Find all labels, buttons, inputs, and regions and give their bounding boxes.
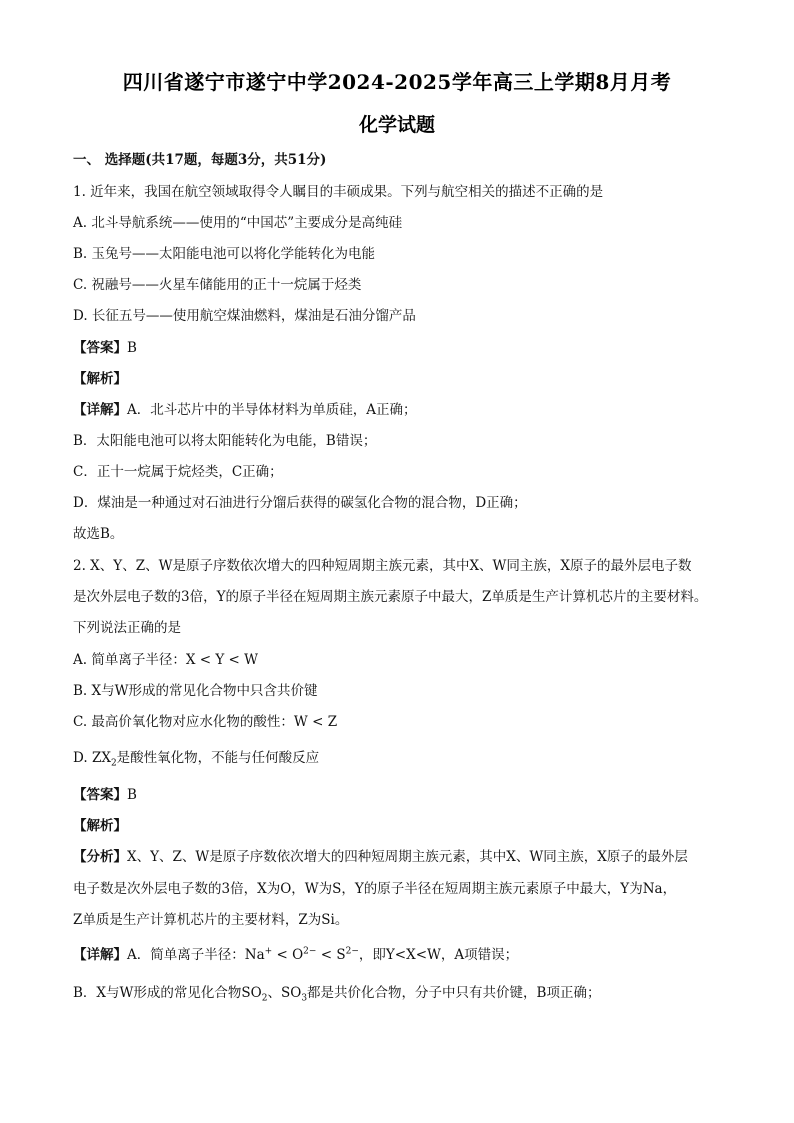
q1-detail-c: C．正十一烷属于烷烃类，C正确； — [73, 464, 283, 480]
document-title: 四川省遂宁市遂宁中学2024-2025学年高三上学期8月月考 — [122, 70, 672, 94]
q1-option-d: D. 长征五号——使用航空煤油燃料，煤油是石油分馏产品 — [73, 308, 416, 324]
q1-stem: 1. 近年来，我国在航空领域取得令人瞩目的丰硕成果。下列与航空相关的描述不正确的是 — [73, 184, 604, 200]
q2-detail-a: 【详解】A．简单离子半径：$Na^+ < O^{2-} < S^{2-}$，即Y<X<W，A项错误； — [73, 946, 519, 963]
q2-fenxi-line-3: Z单质是生产计算机芯片的主要材料，Z为Si。 — [73, 912, 349, 928]
q1-detail-b: B．太阳能电池可以将太阳能转化为电能，B错误； — [73, 433, 377, 449]
answer-value: B — [127, 787, 137, 803]
document-subtitle: 化学试题 — [358, 114, 435, 136]
q2-option-c: C. 最高价氧化物对应水化物的酸性：W < Z — [73, 714, 338, 730]
q1-option-c: C. 祝融号——火星车储能用的正十一烷属于烃类 — [73, 277, 362, 293]
detail-label: 【详解】 — [73, 402, 127, 418]
q2-answer — [73, 786, 137, 804]
section-heading: 一、 选择题(共17题，每题3分，共51分) — [73, 152, 327, 168]
answer-label: 【答案】 — [73, 787, 127, 803]
q1-detail-a: 【详解】A．北斗芯片中的半导体材料为单质硅，A正确； — [73, 402, 417, 418]
formula-so3: $SO_3$ — [280, 985, 308, 1004]
q1-option-b: B. 玉兔号——太阳能电池可以将化学能转化为电能 — [73, 246, 376, 262]
q1-answer — [73, 339, 137, 357]
q1-analysis-label: 【解析】 — [73, 371, 127, 387]
q2-fenxi-line-1: 【分析】X、Y、Z、W是原子序数依次增大的四种短周期主族元素，其中X、W同主族，X原子的最外层 — [73, 849, 688, 865]
fenxi-label: 【分析】 — [73, 849, 127, 865]
q1-option-a: A. 北斗导航系统——使用的“中国芯”主要成分是高纯硅 — [73, 215, 403, 231]
q2-option-d: D. $ZX_2$是酸性氧化物，不能与任何酸反应 — [73, 750, 320, 769]
q2-stem-line-2: 是次外层电子数的3倍，Y的原子半径在短周期主族元素原子中最大，Z单质是生产计算机芯片的主要材料。 — [73, 589, 708, 605]
formula-zx2: $ZX_2$ — [91, 750, 117, 769]
q2-analysis-label: 【解析】 — [73, 818, 127, 834]
q2-stem-line-3: 下列说法正确的是 — [73, 620, 181, 636]
q2-detail-b: B．X与W形成的常见化合物$SO_2$、$SO_3$都是共价化合物，分子中只有共价键，B项正确； — [73, 985, 601, 1004]
q2-stem-line-1: 2. X、Y、Z、W是原子序数依次增大的四种短周期主族元素，其中X、W同主族，X原子的最外层电子数 — [73, 558, 692, 574]
q2-option-a: A. 简单离子半径：X < Y < W — [73, 652, 259, 668]
answer-label: 【答案】 — [73, 340, 127, 356]
ion-radius-formula: $Na^+ < O^{2-} < S^{2-}$ — [244, 946, 359, 963]
answer-value: B — [127, 340, 137, 356]
detail-label: 【详解】 — [73, 947, 127, 963]
q2-fenxi-line-2: 电子数是次外层电子数的3倍，X为O，W为S，Y的原子半径在短周期主族元素原子中最大，Y为Na， — [73, 881, 677, 897]
q1-detail-d: D．煤油是一种通过对石油进行分馏后获得的碳氢化合物的混合物，D正确； — [73, 495, 527, 511]
q1-conclusion: 故选B。 — [73, 526, 124, 542]
q2-option-b: B. X与W形成的常见化合物中只含共价键 — [73, 683, 318, 699]
formula-so2: $SO_2$ — [241, 985, 268, 1004]
